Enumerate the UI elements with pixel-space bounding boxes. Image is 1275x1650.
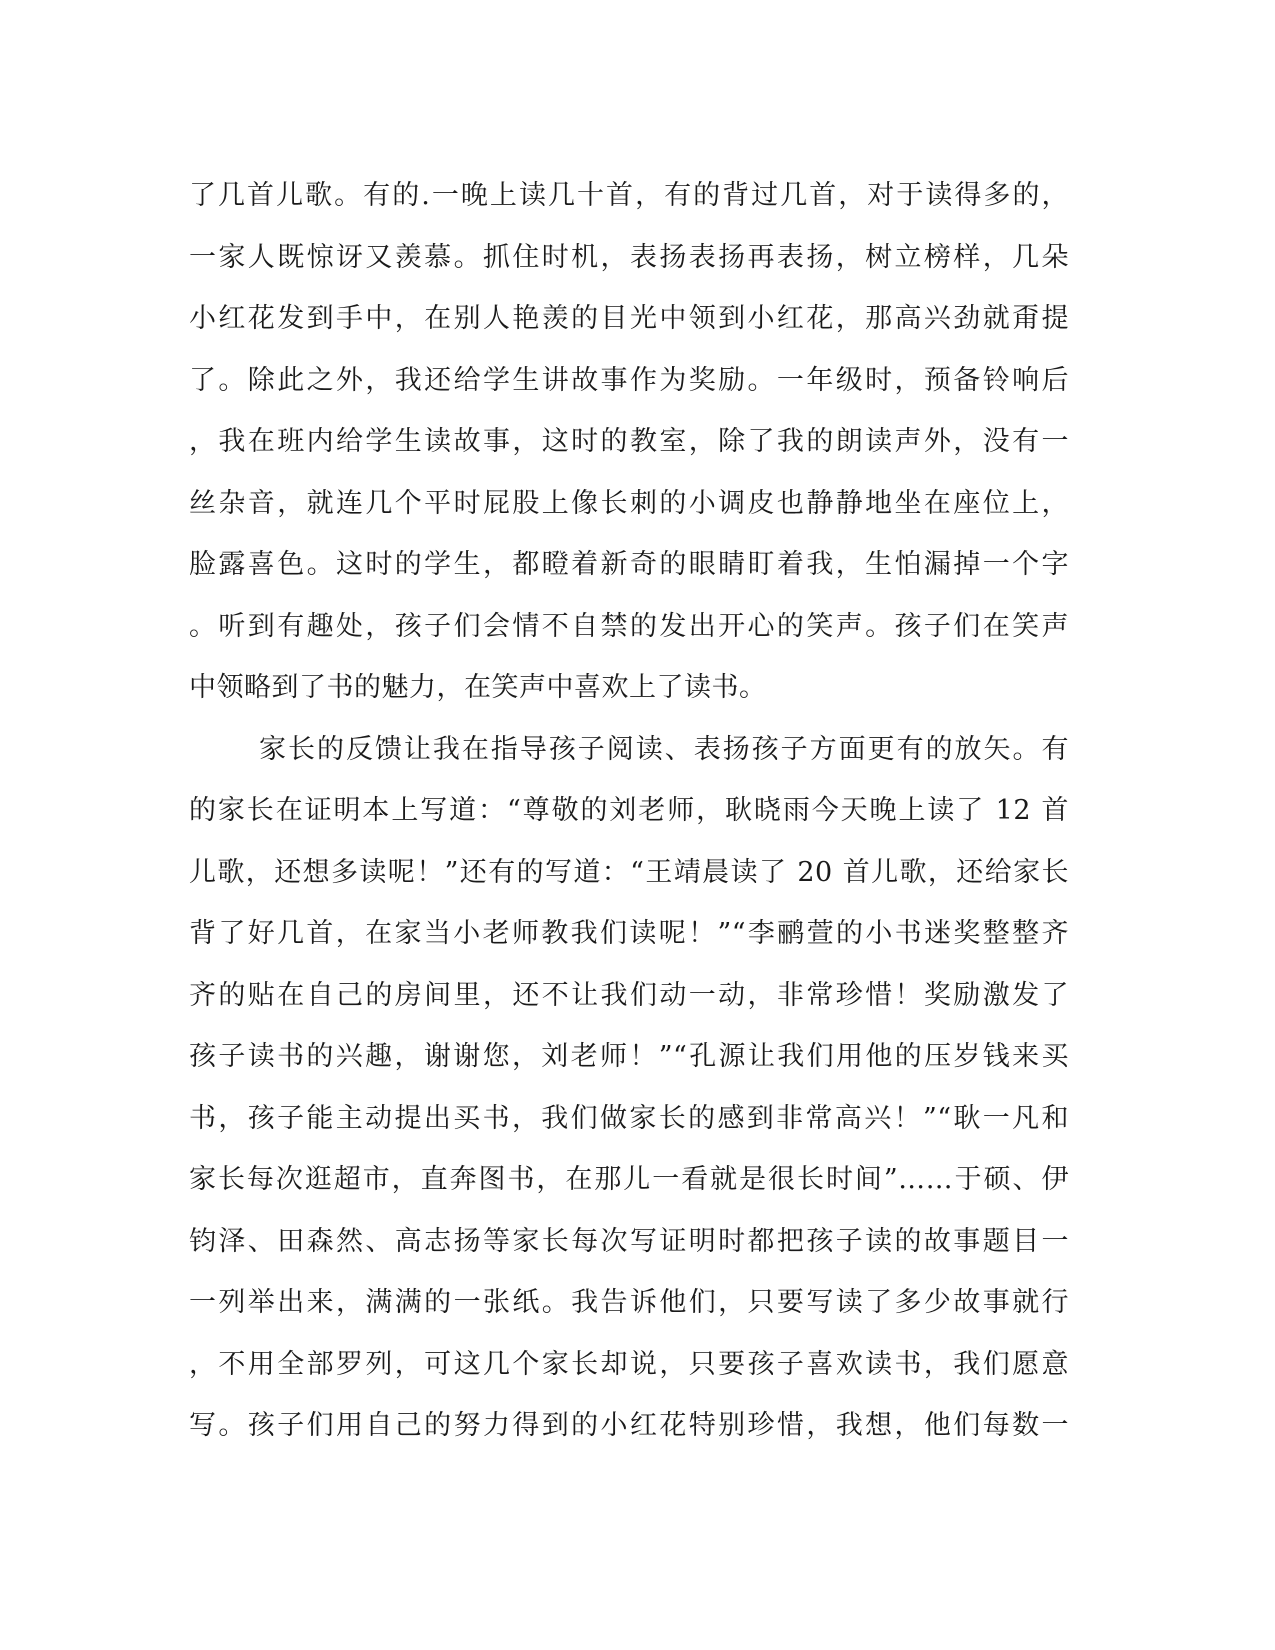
text-line: 一家人既惊讶又羡慕。抓住时机，表扬表扬再表扬，树立榜样，几朵 [189,241,1069,273]
text-line: 中领略到了书的魅力，在笑声中喜欢上了读书。 [189,672,767,703]
text-line: 儿歌，还想多读呢！”还有的写道：“王靖晨读了 20 首儿歌，还给家长 [189,856,1069,888]
text-line: 。听到有趣处，孩子们会情不自禁的发出开心的笑声。孩子们在笑声 [189,610,1069,642]
text-line: ，不用全部罗列，可这几个家长却说，只要孩子喜欢读书，我们愿意 [189,1348,1069,1380]
text-line: 家长每次逛超市，直奔图书，在那儿一看就是很长时间”……于硕、伊 [189,1164,1069,1195]
text-line: 的家长在证明本上写道：“尊敬的刘老师，耿晓雨今天晚上读了 12 首 [189,795,1069,826]
body-text [189,165,1069,1457]
text-line: 家长的反馈让我在指导孩子阅读、表扬孩子方面更有的放矢。有 [259,733,1069,765]
text-line: 孩子读书的兴趣，谢谢您，刘老师！”“孔源让我们用他的压岁钱来买 [189,1041,1069,1072]
text-line: 了。除此之外，我还给学生讲故事作为奖励。一年级时，预备铃响后 [189,364,1069,396]
text-line: 钧泽、田森然、高志扬等家长每次写证明时都把孩子读的故事题目一 [189,1225,1069,1257]
text-line: 丝杂音，就连几个平时屁股上像长刺的小调皮也静静地坐在座位上， [189,487,1069,519]
text-line: 脸露喜色。这时的学生，都瞪着新奇的眼睛盯着我，生怕漏掉一个字 [189,549,1069,580]
text-line: 了几首儿歌。有的.一晚上读几十首，有的背过几首，对于读得多的， [189,180,1069,211]
paragraph-2 [189,719,1069,1457]
text-line: ，我在班内给学生读故事，这时的教室，除了我的朗读声外，没有一 [189,426,1069,457]
text-line: 写。孩子们用自己的努力得到的小红花特别珍惜，我想，他们每数一 [189,1410,1069,1441]
text-line: 齐的贴在自己的房间里，还不让我们动一动，非常珍惜！奖励激发了 [189,979,1069,1011]
text-line: 一列举出来，满满的一张纸。我告诉他们，只要写读了多少故事就行 [189,1287,1069,1318]
paragraph-1 [189,165,1069,719]
text-line: 小红花发到手中，在别人艳羡的目光中领到小红花，那高兴劲就甭提 [189,303,1069,334]
text-line: 书，孩子能主动提出买书，我们做家长的感到非常高兴！”“耿一凡和 [189,1102,1069,1134]
text-line: 背了好几首，在家当小老师教我们读呢！”“李鹂萱的小书迷奖整整齐 [189,918,1069,949]
